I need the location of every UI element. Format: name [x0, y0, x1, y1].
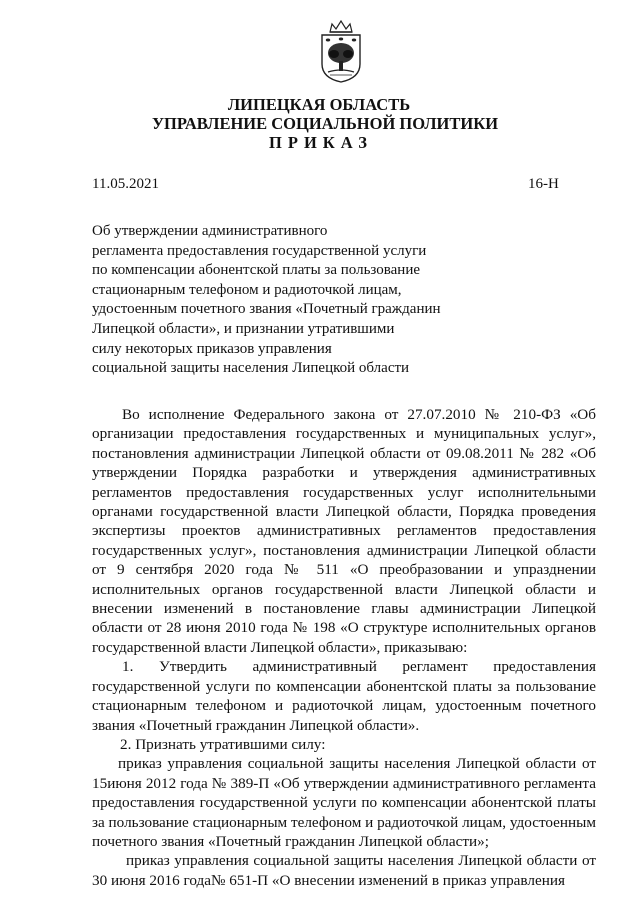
order-title-line: по компенсации абонентской платы за пользование — [92, 262, 421, 279]
order-number: 16-Н — [528, 176, 559, 192]
repealed-order-2-paragraph: приказ управления социальной защиты населения Липецкой области от 30 июня 2016 года№ 651-П «О внесении изменений в приказ управления — [92, 852, 596, 889]
preamble-paragraph: Во исполнение Федерального закона от 27.07.2010 № 210-ФЗ «Об организации предоставления государственных и муниципальных услуг», постановления администрации Липецкой области от 09.08.2011 № 282 «Об утверждении Порядка разработки и утверждения административных регламентов предоставления государственных услуг исполнительными органами государственной власти Липецкой области, Порядка проведения экспертизы проектов административных регламентов предоставления государственных услуг», постановления администрации Липецкой области от 9 сентября 2020 года № 511 «О преобразовании и упразднении исполнительных органов государственной власти Липецкой области и внесении изменений в постановление главы администрации Липецкой области от 28 июня 2010 года № 198 «О структуре исполнительных органов государственной власти Липецкой области», приказываю: — [92, 406, 596, 656]
order-title-line: Липецкой области», и признании утратившими — [92, 320, 395, 337]
order-title-block — [92, 222, 441, 379]
order-title-line: силу некоторых приказов управления — [92, 340, 332, 357]
order-body — [92, 405, 596, 890]
repealed-order-1-paragraph: приказ управления социальной защиты населения Липецкой области от 15июня 2012 года № 389-П «Об утверждении административного регламента предоставления государственной услуги по компенсации абонентской платы за пользование стационарным телефоном и радиоточкой лицам, удостоенным почетного звания «Почетный гражданин Липецкой области»; — [92, 755, 596, 850]
order-title-line: регламента предоставления государственной услуги — [92, 242, 427, 259]
order-title-line: удостоенным почетного звания «Почетный гражданин — [92, 301, 441, 318]
order-title-line: стационарным телефоном и радиоточкой лицам, — [92, 281, 402, 298]
order-title-line: социальной защиты населения Липецкой области — [92, 360, 410, 377]
lipetsk-coat-of-arms-emblem — [316, 18, 366, 84]
document-type-title: ПРИКАЗ — [269, 133, 373, 152]
item-2-paragraph: 2. Признать утратившими силу: — [120, 735, 326, 753]
order-title-line: Об утверждении административного — [92, 223, 328, 239]
region-title: ЛИПЕЦКАЯ ОБЛАСТЬ — [227, 95, 411, 114]
department-title: УПРАВЛЕНИЕ СОЦИАЛЬНОЙ ПОЛИТИКИ — [151, 114, 499, 133]
order-date: 11.05.2021 — [92, 176, 159, 192]
item-1-paragraph: 1. Утвердить административный регламент предоставления государственной услуги по компенсации абонентской платы за пользование стационарным телефоном и радиоточкой лицам, удостоенным почетного звания «Почетный гражданин Липецкой области». — [92, 658, 596, 734]
